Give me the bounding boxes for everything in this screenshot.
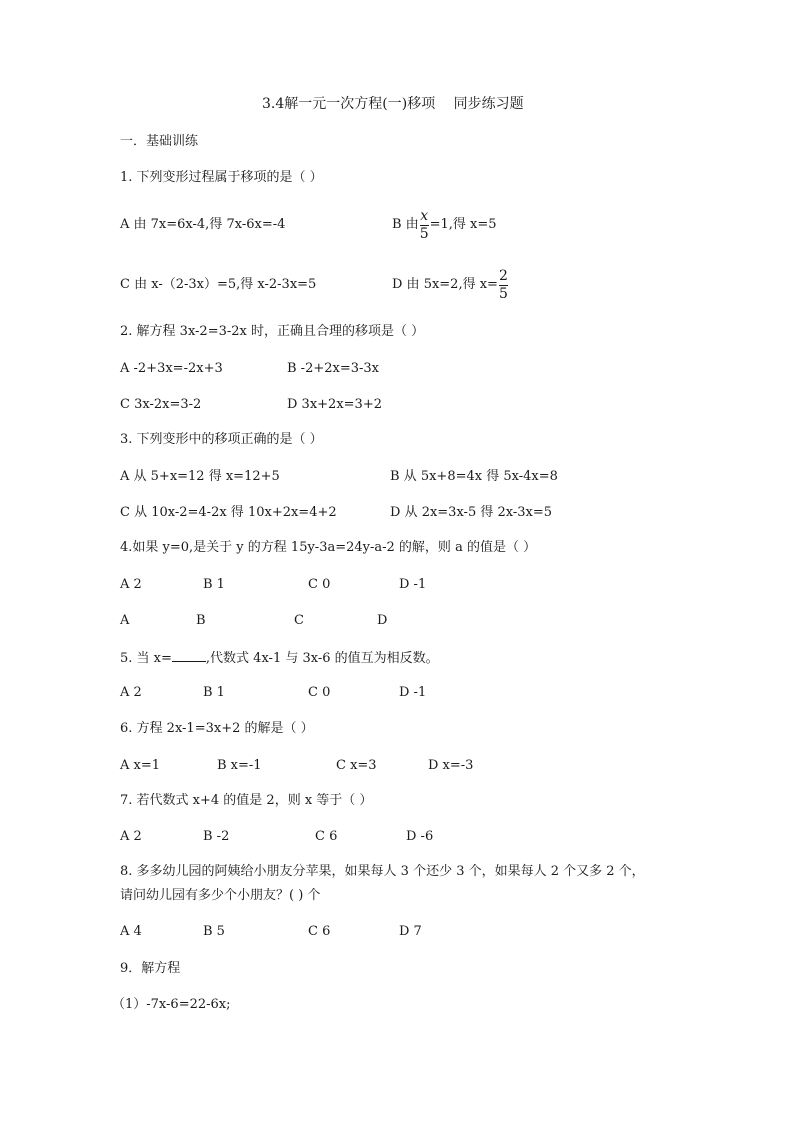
question-5-option-a: A 2 [120, 685, 142, 700]
question-3-option-a: A 从 5+x=12 得 x=12+5 [120, 469, 280, 484]
question-6-option-d: D x=-3 [428, 758, 474, 773]
question-4-answer-a: A [120, 613, 130, 628]
question-6-option-c: C x=3 [336, 758, 377, 773]
question-6-option-b: B x=-1 [217, 758, 262, 773]
question-1-option-b [392, 207, 497, 243]
fraction-denominator: 5 [419, 225, 429, 242]
question-2-stem: 2. 解方程 3x-2=3-2x 时，正确且合理的移项是（ ） [120, 324, 425, 339]
question-3-option-c: C 从 10x-2=4-2x 得 10x+2x=4+2 [120, 505, 337, 520]
fraction-numerator: 2 [498, 267, 508, 284]
question-4-stem: 4.如果 y=0,是关于 y 的方程 15y-3a=24y-a-2 的解，则 a 的值是（ ） [120, 540, 537, 555]
question-7-option-c: C 6 [315, 829, 338, 844]
question-6-option-a: A x=1 [120, 758, 161, 773]
question-9-stem: 9．解方程 [120, 961, 181, 976]
question-2-option-b: B -2+2x=3-3x [287, 361, 380, 376]
question-4-option-a: A 2 [120, 577, 142, 592]
answer-blank[interactable] [172, 649, 206, 662]
question-3-option-b: B 从 5x+8=4x 得 5x-4x=8 [390, 469, 558, 484]
question-5-option-b: B 1 [203, 685, 225, 700]
question-4-answer-c: C [294, 613, 304, 628]
question-3-option-d: D 从 2x=3x-5 得 2x-3x=5 [390, 505, 553, 520]
question-4-answer-d: D [377, 613, 388, 628]
question-5-stem-suffix: ,代数式 4x-1 与 3x-6 的值互为相反数。 [205, 651, 439, 666]
question-7-stem: 7. 若代数式 x+4 的值是 2，则 x 等于（ ） [120, 793, 373, 808]
question-8-stem-line-2: 请问幼儿园有多少个小朋友？( ) 个 [120, 888, 321, 903]
question-5-option-c: C 0 [308, 685, 331, 700]
fraction-x-over-5 [420, 209, 429, 242]
question-3-stem: 3. 下列变形中的移项正确的是（ ） [120, 432, 323, 447]
question-2-option-c: C 3x-2x=3-2 [120, 397, 202, 412]
option-b-prefix: B 由 [392, 217, 419, 232]
question-1-option-d [392, 266, 509, 304]
question-8-option-b: B 5 [203, 924, 225, 939]
question-8-stem-line-1: 8. 多多幼儿园的阿姨给小朋友分苹果，如果每人 3 个还少 3 个，如果每人 2 个又多 2 个， [120, 864, 645, 879]
question-7-option-d: D -6 [406, 829, 434, 844]
question-7-option-a: A 2 [120, 829, 142, 844]
question-9-sub-1: （1）-7x-6=22-6x; [112, 997, 231, 1012]
question-1-option-c: C 由 x-（2-3x）=5,得 x-2-3x=5 [120, 277, 317, 292]
question-1-stem: 1. 下列变形过程属于移项的是（ ） [120, 170, 323, 185]
page-title: 3.4解一元一次方程(一)移项 同步练习题 [262, 96, 524, 112]
question-6-stem: 6. 方程 2x-1=3x+2 的解是（ ） [120, 721, 314, 736]
question-4-option-b: B 1 [203, 577, 225, 592]
question-4-answer-b: B [196, 613, 206, 628]
question-5-stem-prefix: 5. 当 x= [120, 651, 172, 666]
question-1-option-a: A 由 7x=6x-4,得 7x-6x=-4 [120, 217, 286, 232]
option-d-prefix: D 由 5x=2,得 x= [392, 277, 498, 292]
fraction-2-over-5 [499, 269, 508, 302]
question-5-stem [120, 649, 439, 667]
question-8-option-a: A 4 [120, 924, 142, 939]
fraction-numerator: x [420, 207, 429, 224]
question-4-option-d: D -1 [399, 577, 427, 592]
question-8-option-d: D 7 [399, 924, 422, 939]
question-2-option-d: D 3x+2x=3+2 [287, 397, 382, 412]
question-2-option-a: A -2+3x=-2x+3 [120, 361, 223, 376]
question-8-option-c: C 6 [308, 924, 331, 939]
option-b-suffix: =1,得 x=5 [429, 217, 497, 232]
question-5-option-d: D -1 [399, 685, 427, 700]
section-heading: 一．基础训练 [120, 134, 199, 149]
fraction-denominator: 5 [498, 285, 508, 302]
question-4-option-c: C 0 [308, 577, 331, 592]
question-7-option-b: B -2 [203, 829, 230, 844]
